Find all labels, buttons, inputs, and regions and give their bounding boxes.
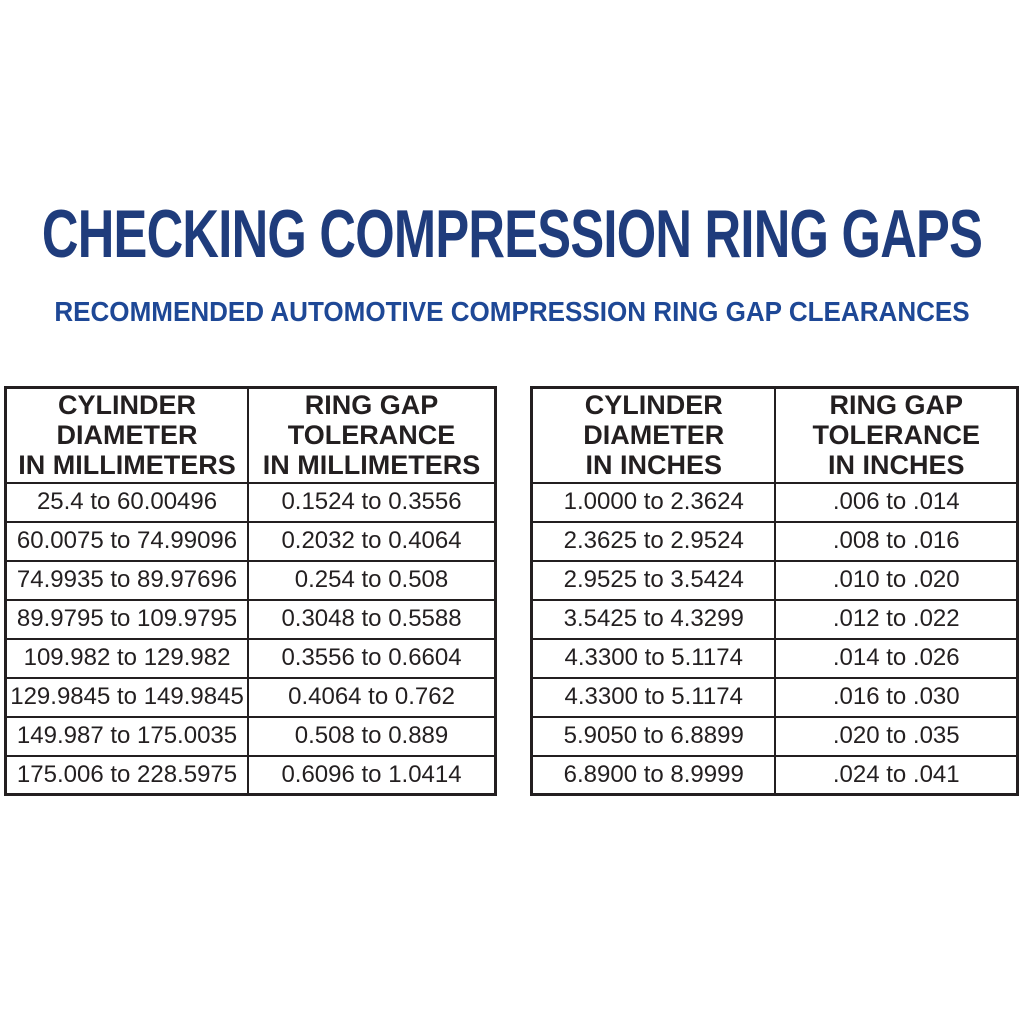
cell-tolerance: .010 to .020: [775, 561, 1017, 600]
ring-gap-table-millimeters: [4, 386, 497, 796]
table-row: [532, 522, 1018, 561]
table-row: [6, 522, 496, 561]
table-row: [6, 756, 496, 795]
cell-tolerance: 0.508 to 0.889: [248, 717, 495, 756]
header-line: RING GAP: [304, 390, 439, 421]
cell-diameter: 74.9935 to 89.97696: [6, 561, 249, 600]
table-row: [532, 717, 1018, 756]
column-header-cylinder-diameter-in: [532, 388, 776, 483]
cell-tolerance: 0.3048 to 0.5588: [248, 600, 495, 639]
cell-tolerance: .006 to .014: [775, 483, 1017, 522]
column-header-cylinder-diameter-mm: [6, 388, 249, 483]
cell-diameter: 4.3300 to 5.1174: [532, 639, 776, 678]
cell-tolerance: 0.4064 to 0.762: [248, 678, 495, 717]
header-line: RING GAP: [829, 390, 963, 421]
cell-diameter: 3.5425 to 4.3299: [532, 600, 776, 639]
cell-diameter: 2.9525 to 3.5424: [532, 561, 776, 600]
cell-diameter: 6.8900 to 8.9999: [532, 756, 776, 795]
column-header-ring-gap-tolerance-in: [775, 388, 1017, 483]
cell-diameter: 4.3300 to 5.1174: [532, 678, 776, 717]
cell-tolerance: 0.2032 to 0.4064: [248, 522, 495, 561]
header-line: DIAMETER: [56, 420, 198, 451]
table-row: [6, 678, 496, 717]
table-row: [6, 561, 496, 600]
header-row: [6, 388, 496, 483]
cell-tolerance: .014 to .026: [775, 639, 1017, 678]
header-line: IN INCHES: [827, 450, 965, 481]
page-title: CHECKING COMPRESSION RING GAPS: [41, 196, 983, 272]
table-row: [6, 483, 496, 522]
table-row: [532, 678, 1018, 717]
cell-diameter: 89.9795 to 109.9795: [6, 600, 249, 639]
cell-diameter: 149.987 to 175.0035: [6, 717, 249, 756]
column-header-ring-gap-tolerance-mm: [248, 388, 495, 483]
cell-tolerance: 0.3556 to 0.6604: [248, 639, 495, 678]
cell-diameter: 2.3625 to 2.9524: [532, 522, 776, 561]
page-subtitle: RECOMMENDED AUTOMOTIVE COMPRESSION RING GAP CLEARANCES: [54, 296, 970, 327]
table-row: [532, 639, 1018, 678]
header-line: CYLINDER: [58, 390, 197, 421]
table-row: [532, 561, 1018, 600]
table-row: [532, 756, 1018, 795]
header-row: [532, 388, 1018, 483]
table-row: [6, 639, 496, 678]
header-line: IN INCHES: [585, 450, 722, 481]
ring-gap-table-inches-wrap: [530, 386, 1019, 796]
header-line: TOLERANCE: [287, 420, 456, 451]
table-row: [6, 717, 496, 756]
cell-tolerance: 0.6096 to 1.0414: [248, 756, 495, 795]
ring-gap-table-millimeters-wrap: [4, 386, 497, 796]
cell-diameter: 1.0000 to 2.3624: [532, 483, 776, 522]
table-row: [532, 600, 1018, 639]
cell-diameter: 60.0075 to 74.99096: [6, 522, 249, 561]
ring-gap-table-inches: [530, 386, 1019, 796]
header-line: DIAMETER: [583, 420, 725, 451]
header-line: IN MILLIMETERS: [18, 450, 236, 481]
header-line: TOLERANCE: [812, 420, 980, 451]
header-line: CYLINDER: [584, 390, 723, 421]
cell-tolerance: 0.1524 to 0.3556: [248, 483, 495, 522]
cell-tolerance: .016 to .030: [775, 678, 1017, 717]
cell-diameter: 25.4 to 60.00496: [6, 483, 249, 522]
cell-tolerance: .012 to .022: [775, 600, 1017, 639]
header-line: IN MILLIMETERS: [262, 450, 481, 481]
cell-diameter: 109.982 to 129.982: [6, 639, 249, 678]
cell-tolerance: .024 to .041: [775, 756, 1017, 795]
table-row: [532, 483, 1018, 522]
cell-tolerance: .008 to .016: [775, 522, 1017, 561]
cell-tolerance: .020 to .035: [775, 717, 1017, 756]
cell-diameter: 5.9050 to 6.8899: [532, 717, 776, 756]
cell-diameter: 175.006 to 228.5975: [6, 756, 249, 795]
cell-tolerance: 0.254 to 0.508: [248, 561, 495, 600]
table-row: [6, 600, 496, 639]
cell-diameter: 129.9845 to 149.9845: [6, 678, 249, 717]
